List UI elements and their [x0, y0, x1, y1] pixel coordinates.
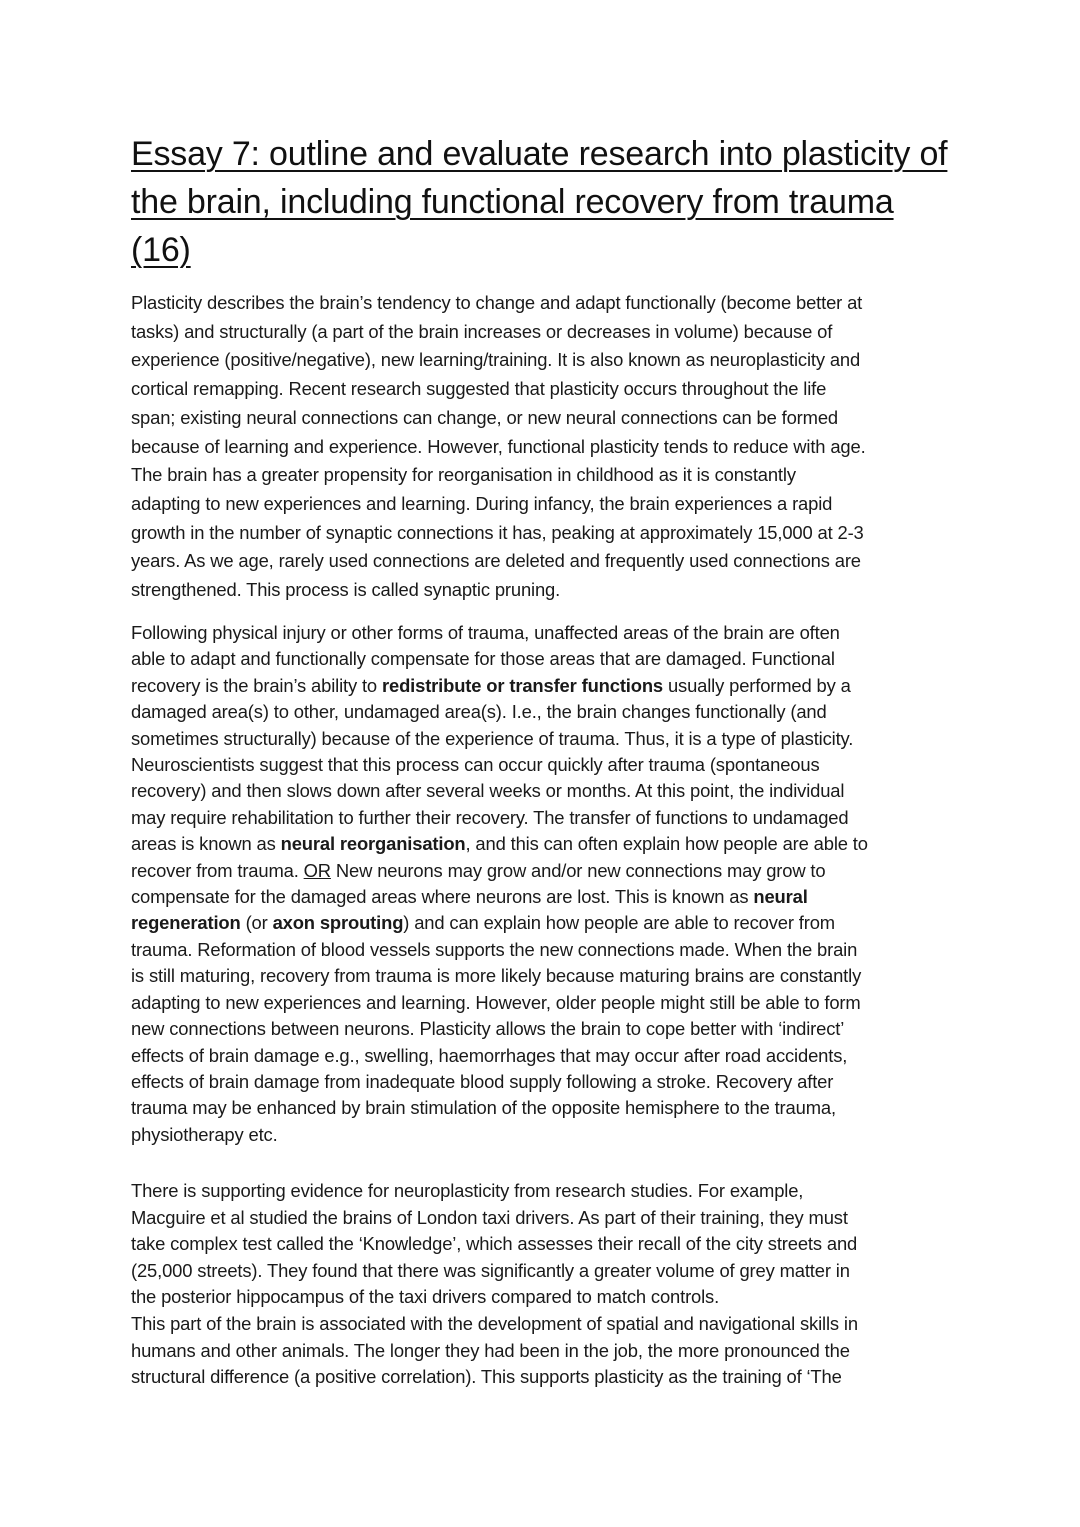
- text-line: Following physical injury or other forms of trauma, unaffected areas of the brain are often: [131, 622, 840, 643]
- text-segment: (or: [240, 912, 273, 934]
- bold-term: redistribute or transfer functions: [381, 674, 663, 696]
- bold-term: neural reorganisation: [280, 833, 466, 855]
- text-line: structural difference (a positive correlation). This supports plasticity as the training of ‘The: [131, 1366, 842, 1388]
- text-line: adapting to new experiences and learning. During infancy, the brain experiences a rapid: [131, 492, 833, 514]
- text-line: [131, 673, 961, 699]
- text-line: able to adapt and functionally compensate for those areas that are damaged. Functional: [131, 648, 835, 670]
- text-line: because of learning and experience. However, functional plasticity tends to reduce with age.: [131, 435, 866, 457]
- title-line: Essay 7: outline and evaluate research into plasticity of: [131, 135, 948, 173]
- text-segment: ) and can explain how people are able to recover from: [403, 912, 835, 934]
- text-segment: usually performed by a: [663, 674, 851, 696]
- text-line: cortical remapping. Recent research suggested that plasticity occurs throughout the life: [131, 378, 827, 400]
- bold-term: neural: [753, 886, 808, 908]
- text-segment: recover from trauma.: [131, 859, 304, 881]
- text-line: damaged area(s) to other, undamaged area(s). I.e., the brain changes functionally (and: [131, 701, 827, 723]
- underlined-term: OR: [303, 859, 331, 881]
- text-line: Neuroscientists suggest that this process can occur quickly after trauma (spontaneous: [131, 754, 820, 776]
- bold-term: regeneration: [131, 912, 241, 934]
- text-line: (25,000 streets). They found that there was significantly a greater volume of grey matter in: [131, 1259, 850, 1281]
- text-line: [131, 910, 961, 936]
- text-line: may require rehabilitation to further their recovery. The transfer of functions to undamaged: [131, 806, 849, 828]
- title-line: (16): [131, 231, 191, 269]
- text-line: humans and other animals. The longer they had been in the job, the more pronounced the: [131, 1339, 850, 1361]
- essay-title: [131, 130, 961, 274]
- text-line: recovery) and then slows down after several weeks or months. At this point, the individual: [131, 780, 845, 802]
- text-line: strengthened. This process is called synaptic pruning.: [131, 579, 561, 601]
- text-line: is still maturing, recovery from trauma is more likely because maturing brains are constantly: [131, 965, 862, 987]
- text-line: [131, 858, 961, 884]
- title-line: the brain, including functional recovery from trauma: [131, 183, 894, 221]
- paragraph-functional-recovery: [131, 620, 961, 1148]
- text-line: Macguire et al studied the brains of London taxi drivers. As part of their training, they must: [131, 1206, 848, 1228]
- text-segment: recovery is the brain’s ability to: [131, 674, 382, 696]
- text-line: new connections between neurons. Plasticity allows the brain to cope better with ‘indirect’: [131, 1018, 845, 1040]
- text-line: There is supporting evidence for neuroplasticity from research studies. For example,: [131, 1180, 804, 1201]
- text-line: Plasticity describes the brain’s tendency to change and adapt functionally (become better at: [131, 292, 863, 313]
- text-line: [131, 884, 961, 910]
- text-segment: New neurons may grow and/or new connections may grow to: [330, 859, 826, 881]
- text-line: sometimes structurally) because of the experience of trauma. Thus, it is a type of plasticity.: [131, 727, 854, 749]
- text-line: years. As we age, rarely used connections are deleted and frequently used connections are: [131, 550, 861, 572]
- text-line: experience (positive/negative), new learning/training. It is also known as neuroplasticity and: [131, 349, 861, 371]
- text-line: take complex test called the ‘Knowledge’, which assesses their recall of the city streets and: [131, 1233, 858, 1255]
- text-line: This part of the brain is associated with the development of spatial and navigational skills in: [131, 1313, 858, 1334]
- text-segment: compensate for the damaged areas where neurons are lost. This is known as: [131, 886, 754, 908]
- text-line: effects of brain damage from inadequate blood supply following a stroke. Recovery after: [131, 1070, 834, 1092]
- paragraph-supporting-evidence: [131, 1178, 961, 1311]
- text-line: trauma may be enhanced by brain stimulation of the opposite hemisphere to the trauma,: [131, 1097, 836, 1119]
- text-segment: areas is known as: [131, 833, 281, 855]
- text-line: the posterior hippocampus of the taxi drivers compared to match controls.: [131, 1286, 720, 1308]
- paragraph-hippocampus: [131, 1311, 961, 1391]
- text-line: physiotherapy etc.: [131, 1123, 278, 1145]
- text-line: growth in the number of synaptic connections it has, peaking at approximately 15,000 at 2-3: [131, 521, 864, 543]
- text-line: tasks) and structurally (a part of the brain increases or decreases in volume) because of: [131, 320, 833, 342]
- paragraph-plasticity-definition: [131, 289, 961, 605]
- bold-term: axon sprouting: [272, 912, 404, 934]
- text-line: trauma. Reformation of blood vessels supports the new connections made. When the brain: [131, 938, 858, 960]
- text-line: [131, 831, 961, 857]
- text-line: The brain has a greater propensity for reorganisation in childhood as it is constantly: [131, 464, 796, 486]
- text-segment: , and this can often explain how people are able to: [465, 833, 868, 855]
- text-line: span; existing neural connections can change, or new neural connections can be formed: [131, 406, 838, 428]
- text-line: effects of brain damage e.g., swelling, haemorrhages that may occur after road accidents,: [131, 1044, 848, 1066]
- text-line: adapting to new experiences and learning. However, older people might still be able to form: [131, 991, 861, 1013]
